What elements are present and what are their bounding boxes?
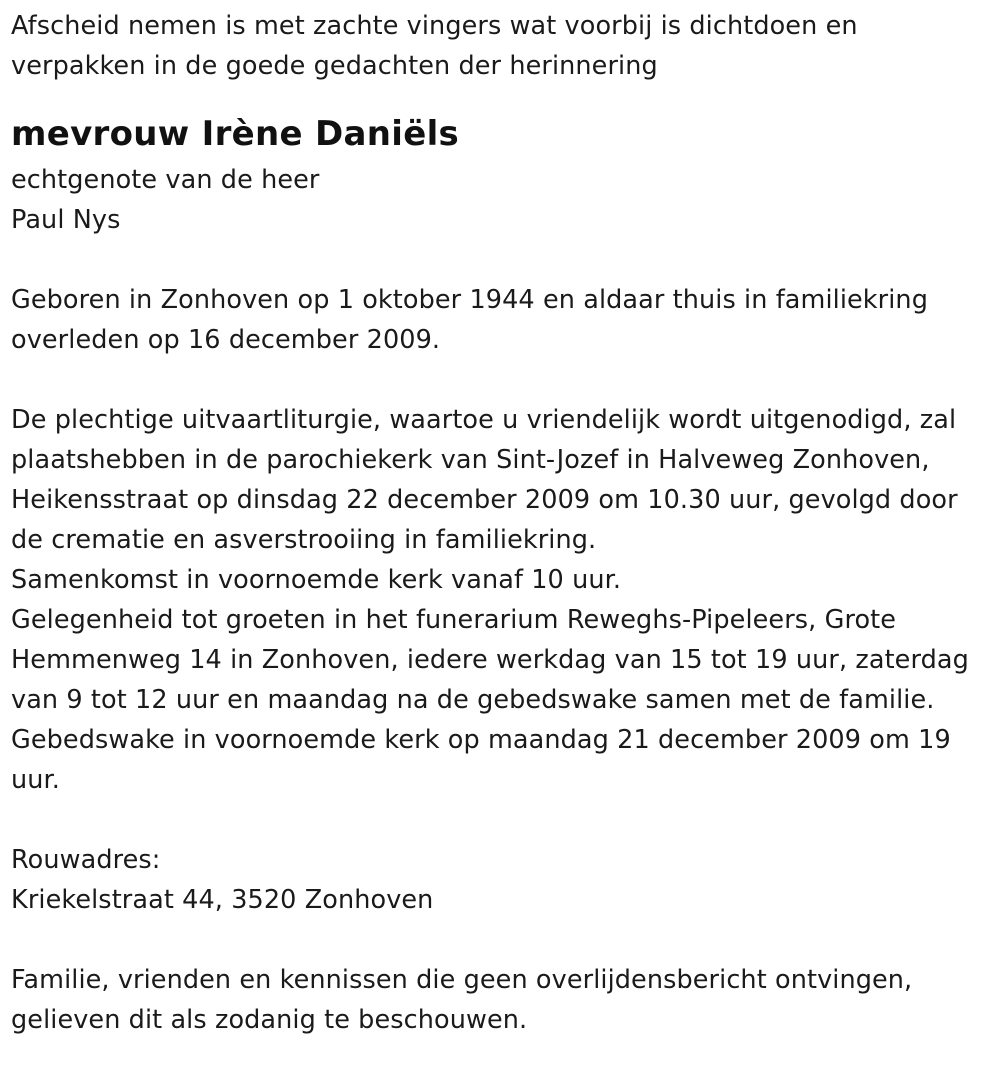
ceremony-paragraph [11,400,996,800]
spouse-line: Paul Nys [11,205,121,235]
ceremony-line: plaatshebben in de parochiekerk van Sint-Jozef in Halveweg Zonhoven, [11,445,930,475]
closing-paragraph [11,960,996,1040]
ceremony-line: Gebedswake in voornoemde kerk op maandag 21 december 2009 om 19 [11,725,951,755]
opening-quote [11,6,996,86]
address-label: Rouwadres: [11,845,161,875]
address-value: Kriekelstraat 44, 3520 Zonhoven [11,885,434,915]
quote-line: verpakken in de goede gedachten der herinnering [11,51,658,81]
ceremony-line: De plechtige uitvaartliturgie, waartoe u vriendelijk wordt uitgenodigd, zal [11,405,957,435]
ceremony-line: Samenkomst in voornoemde kerk vanaf 10 uur. [11,565,622,595]
paragraph-gap [11,360,996,400]
paragraph-gap [11,800,996,840]
ceremony-line: uur. [11,765,60,795]
ceremony-line: Heikensstraat op dinsdag 22 december 2009 om 10.30 uur, gevolgd door [11,485,958,515]
ceremony-line: de crematie en asverstrooiing in familiekring. [11,525,597,555]
birth-death-line: Geboren in Zonhoven op 1 oktober 1944 en aldaar thuis in familiekring [11,285,928,315]
spouse-info [11,160,996,240]
deceased-name: mevrouw Irène Daniëls [11,114,460,154]
paragraph-gap [11,920,996,960]
death-notice [11,0,996,1040]
ceremony-line: Hemmenweg 14 in Zonhoven, iedere werkdag van 15 tot 19 uur, zaterdag [11,645,969,675]
spouse-line: echtgenote van de heer [11,165,320,195]
closing-line: gelieven dit als zodanig te beschouwen. [11,1005,528,1035]
birth-death-paragraph [11,280,996,360]
mourning-address [11,840,996,920]
ceremony-line: Gelegenheid tot groeten in het funerarium Reweghs-Pipeleers, Grote [11,605,897,635]
quote-line: Afscheid nemen is met zachte vingers wat voorbij is dichtdoen en [11,11,858,41]
closing-line: Familie, vrienden en kennissen die geen overlijdensbericht ontvingen, [11,965,913,995]
birth-death-line: overleden op 16 december 2009. [11,325,441,355]
paragraph-gap [11,240,996,280]
ceremony-line: van 9 tot 12 uur en maandag na de gebedswake samen met de familie. [11,685,935,715]
